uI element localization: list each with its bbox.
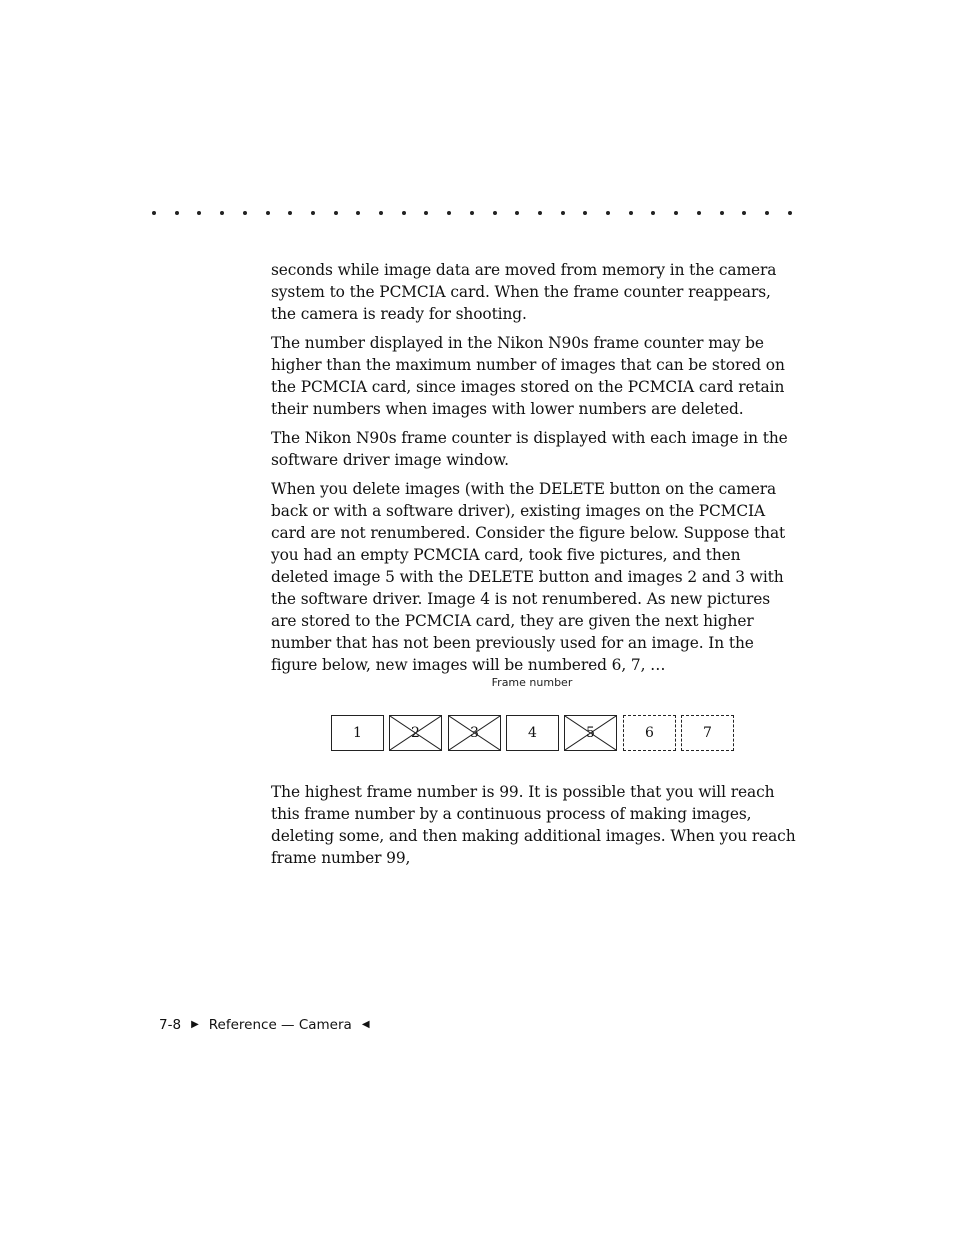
rule-dot bbox=[220, 211, 224, 215]
rule-dot bbox=[447, 211, 451, 215]
frame-box-1 bbox=[331, 715, 384, 751]
rule-dot bbox=[629, 211, 633, 215]
rule-dot bbox=[152, 211, 156, 215]
rule-dot bbox=[288, 211, 292, 215]
rule-dot bbox=[266, 211, 270, 215]
paragraph-5: The highest frame number is 99. It is possible that you will reach this frame number by a continuous process of making images, deleting some, and then making additional images. When you reach frame number 99, bbox=[271, 783, 796, 867]
rule-dot bbox=[515, 211, 519, 215]
frame-box-5 bbox=[564, 715, 617, 751]
rule-dot bbox=[379, 211, 383, 215]
rule-dot bbox=[674, 211, 678, 215]
paragraph-3: The Nikon N90s frame counter is displayed with each image in the software driver image window. bbox=[271, 429, 788, 469]
rule-dot bbox=[583, 211, 587, 215]
rule-dot bbox=[197, 211, 201, 215]
figure-caption: Frame number bbox=[491, 676, 573, 689]
rule-dot bbox=[493, 211, 497, 215]
frame-number-label: 1 bbox=[353, 725, 362, 741]
frame-number-label: 3 bbox=[470, 725, 479, 741]
rule-dot bbox=[311, 211, 315, 215]
frame-box-7 bbox=[681, 715, 734, 751]
page-footer bbox=[159, 1017, 370, 1033]
frame-box-3 bbox=[448, 715, 501, 751]
main-text bbox=[271, 259, 796, 683]
paragraph-4: When you delete images (with the DELETE button on the camera back or with a software driver), existing images on the PCMCIA card are not renumbered. Consider the figure below. Suppose that you had an empty PCMCIA card, took five pictures, and then deleted image 5 with the DELETE button and images 2 and 3 with the software driver. Image 4 is not renumbered. As new pictures are stored to the PCMCIA card, they are given the next higher number that has not been previously used for an image. In the figure below, new images will be numbered 6, 7, … bbox=[271, 480, 786, 674]
rule-dot bbox=[651, 211, 655, 215]
rule-dot bbox=[606, 211, 610, 215]
frame-box-6 bbox=[623, 715, 676, 751]
rule-dot bbox=[424, 211, 428, 215]
paragraph-2: The number displayed in the Nikon N90s frame counter may be higher than the maximum number of images that can be stored on the PCMCIA card, since images stored on the PCMCIA card retain their numbers when images with lower numbers are deleted. bbox=[271, 334, 785, 418]
page-number: 7-8 bbox=[159, 1017, 182, 1033]
frame-box-4 bbox=[506, 715, 559, 751]
frame-box-2 bbox=[389, 715, 442, 751]
rule-dot bbox=[788, 211, 792, 215]
closing-text bbox=[271, 781, 796, 869]
rule-dot bbox=[561, 211, 565, 215]
rule-dot bbox=[470, 211, 474, 215]
rule-dot bbox=[720, 211, 724, 215]
rule-dot bbox=[243, 211, 247, 215]
frame-number-label: 4 bbox=[528, 725, 537, 741]
right-triangle-icon: ▶ bbox=[191, 1019, 199, 1030]
rule-dot bbox=[402, 211, 406, 215]
frame-number-label: 5 bbox=[586, 725, 595, 741]
section-title: Reference — Camera bbox=[208, 1017, 352, 1033]
frame-number-label: 6 bbox=[645, 725, 654, 741]
left-triangle-icon: ◀ bbox=[361, 1019, 370, 1030]
frame-number-label: 7 bbox=[703, 725, 712, 741]
dotted-rule bbox=[152, 205, 792, 219]
rule-dot bbox=[334, 211, 338, 215]
rule-dot bbox=[175, 211, 179, 215]
paragraph-1: seconds while image data are moved from memory in the camera system to the PCMCIA card. When the frame counter reappears, the camera is ready for shooting. bbox=[271, 261, 777, 323]
frame-number-label: 2 bbox=[411, 725, 420, 741]
rule-dot bbox=[356, 211, 360, 215]
rule-dot bbox=[765, 211, 769, 215]
rule-dot bbox=[742, 211, 746, 215]
rule-dot bbox=[697, 211, 701, 215]
rule-dot bbox=[538, 211, 542, 215]
